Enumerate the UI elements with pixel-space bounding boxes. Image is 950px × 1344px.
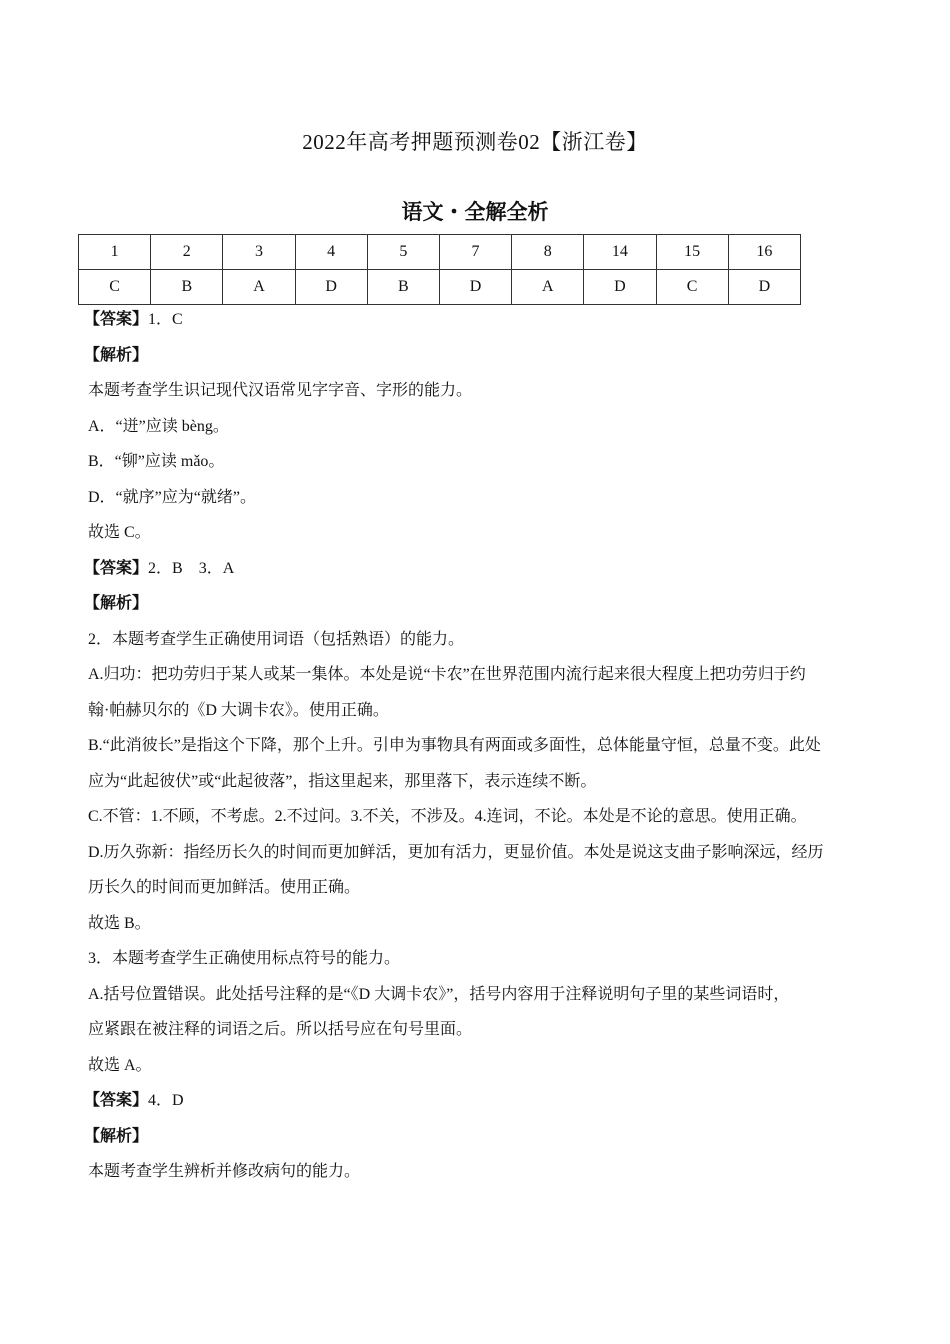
analysis-tag: 【解析】 [84, 595, 149, 612]
explanation-line [84, 338, 878, 374]
explanation-line [88, 373, 878, 409]
explanation-line [88, 1012, 878, 1048]
question-number-cell: 1 [79, 235, 151, 270]
line-text: 故选 B。 [88, 914, 151, 932]
question-number-cell: 8 [512, 235, 584, 270]
question-number-cell: 15 [656, 235, 728, 270]
answer-cell: C [656, 270, 728, 305]
question-number-cell: 14 [584, 235, 656, 270]
explanation-line [88, 657, 878, 693]
line-text: 翰·帕赫贝尔的《D 大调卡农》。使用正确。 [88, 701, 389, 719]
explanation-line [88, 1154, 878, 1190]
explanation-line [88, 728, 878, 764]
analysis-tag: 【解析】 [84, 346, 149, 364]
explanation-line [88, 870, 878, 906]
explanation-line [88, 693, 878, 729]
answer-tag: 【答案】 [84, 559, 149, 577]
line-text: C.不管：1.不顾，不考虑。2.不过问。3.不关，不涉及。4.连词，不论。本处是不论的意思。使用正确。 [88, 808, 807, 825]
explanation-line [88, 409, 878, 445]
line-text: A.括号位置错误。此处括号注释的是“《D 大调卡农》”，括号内容用于注释说明句子里的某些词语时， [88, 985, 790, 1003]
explanation-line [84, 586, 878, 622]
answer-table [78, 234, 801, 305]
line-text: 本题考查学生辨析并修改病句的能力。 [88, 1163, 361, 1180]
question-number-cell: 16 [728, 235, 800, 270]
line-text: 本题考查学生识记现代汉语常见字字音、字形的能力。 [88, 382, 473, 399]
line-text: 应为“此起彼伏”或“此起彼落”，指这里起来，那里落下，表示连续不断。 [88, 772, 597, 790]
explanation-body [84, 302, 878, 1190]
line-text: 3．本题考查学生正确使用标点符号的能力。 [88, 950, 401, 967]
line-text: 故选 A。 [88, 1056, 152, 1074]
line-text: 2．本题考查学生正确使用词语（包括熟语）的能力。 [88, 630, 465, 648]
answer-tag: 【答案】 [84, 1092, 149, 1109]
answer-cell: D [728, 270, 800, 305]
question-number-cell: 3 [223, 235, 295, 270]
line-text: A.归功：把功劳归于某人或某一集体。本处是说“卡农”在世界范围内流行起来很大程度上把功劳归于约 [88, 666, 806, 683]
explanation-line [88, 835, 878, 871]
answer-table-numbers-row [79, 235, 801, 270]
explanation-line [88, 444, 878, 480]
line-text: D．“就序”应为“就绪”。 [88, 488, 256, 506]
line-text: 应紧跟在被注释的词语之后。所以括号应在句号里面。 [88, 1021, 473, 1038]
page-subtitle: 语文・全解全析 [401, 200, 549, 224]
answer-cell: B [367, 270, 439, 305]
question-number-cell: 5 [367, 235, 439, 270]
answer-cell: B [151, 270, 223, 305]
answer-cell: D [439, 270, 511, 305]
explanation-line [88, 515, 878, 551]
explanation-line [88, 764, 878, 800]
answer-table-answers-row [79, 270, 801, 305]
line-text: 故选 C。 [88, 524, 151, 541]
answer-cell: D [295, 270, 367, 305]
line-text: B.“此消彼长”是指这个下降，那个上升。引申为事物具有两面或多面性，总体能量守恒，总量不变。此处 [88, 737, 821, 754]
answer-cell: C [79, 270, 151, 305]
line-text: A．“迸”应读 bèng。 [88, 417, 229, 435]
question-number-cell: 7 [439, 235, 511, 270]
page-title: 2022年高考押题预测卷02【浙江卷】 [302, 130, 648, 154]
explanation-line [88, 1048, 878, 1084]
line-text: D.历久弥新：指经历长久的时间而更加鲜活，更加有活力，更显价值。本处是说这支曲子影响深远，经历 [88, 843, 824, 861]
answer-cell: A [512, 270, 584, 305]
line-text: 1．C [148, 311, 183, 328]
answer-cell: D [584, 270, 656, 305]
line-text: 历长久的时间而更加鲜活。使用正确。 [88, 879, 361, 896]
explanation-line [88, 480, 878, 516]
analysis-tag: 【解析】 [84, 1127, 149, 1145]
explanation-line [88, 799, 878, 835]
explanation-line [88, 941, 878, 977]
question-number-cell: 4 [295, 235, 367, 270]
explanation-line [84, 551, 878, 587]
answer-tag: 【答案】 [84, 311, 149, 328]
line-text: B．“铆”应读 mǎo。 [88, 453, 225, 470]
explanation-line [84, 1119, 878, 1155]
line-text: 4．D [148, 1092, 184, 1109]
question-number-cell: 2 [151, 235, 223, 270]
explanation-line [88, 977, 878, 1013]
answer-cell: A [223, 270, 295, 305]
explanation-line [88, 622, 878, 658]
explanation-line [84, 302, 878, 338]
line-text: 2．B 3．A [148, 559, 235, 577]
explanation-line [84, 1083, 878, 1119]
explanation-line [88, 906, 878, 942]
